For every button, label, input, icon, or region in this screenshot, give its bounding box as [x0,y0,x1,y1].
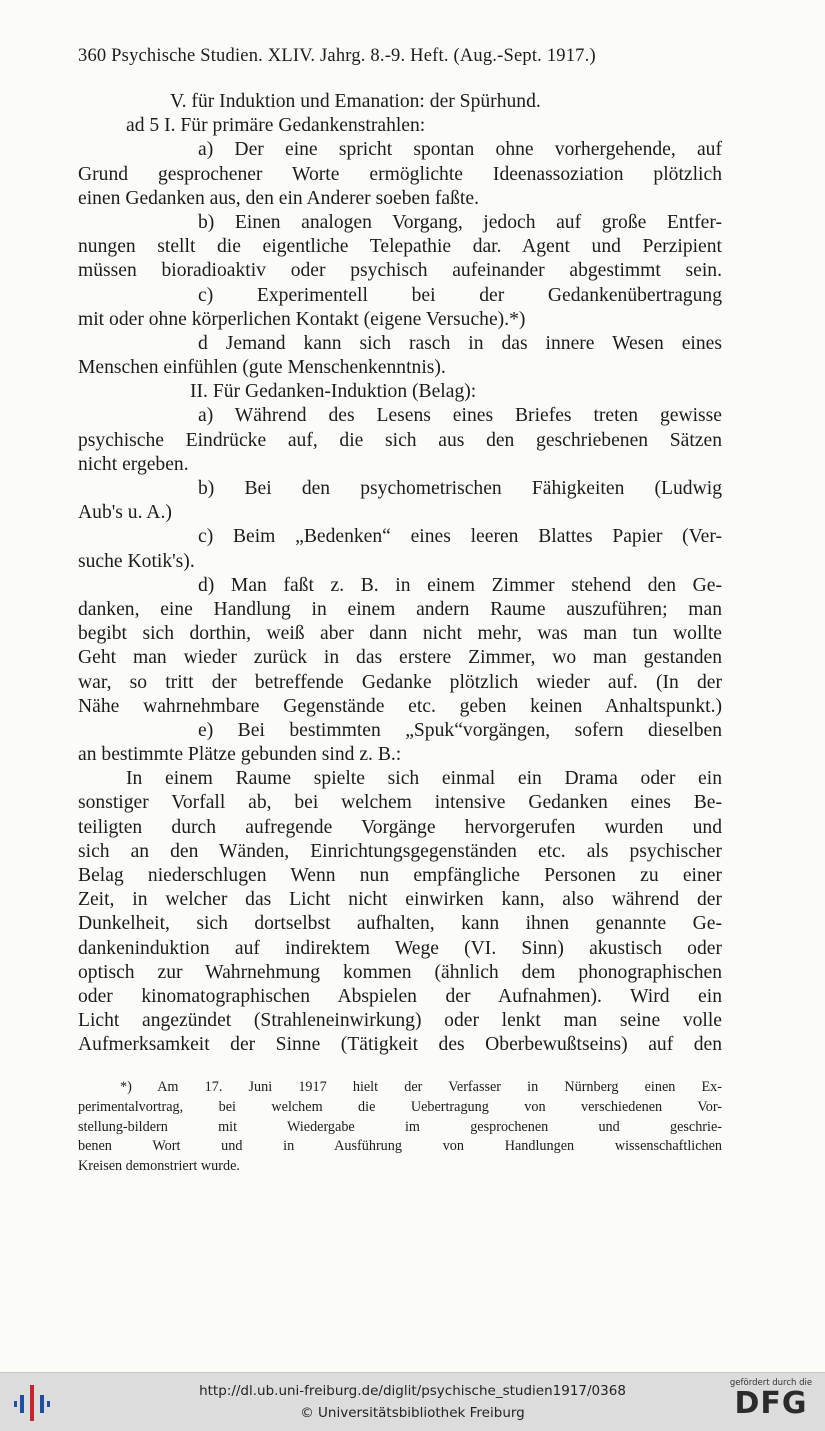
text-line: einen Gedanken aus, den ein Anderer soeben faßte. [78,187,479,209]
text-line: In einem Raume spielte sich einmal ein Drama oder ein [126,768,722,790]
text-line: e) Bei bestimmten „Spuk“vorgängen, sofern dieselben [198,719,722,741]
text-line: b) Einen analogen Vorgang, jedoch auf große Entfer- [198,211,722,233]
text-line: suche Kotik's). [78,550,195,572]
text-line: Aufmerksamkeit der Sinne (Tätigkeit des Oberbewußtseins) auf den [78,1034,722,1056]
text-line: war, so tritt der betreffende Gedanke plötzlich wieder auf. (In der [78,671,722,693]
footnote-line: perimentalvortrag, bei welchem die Uebertragung von verschiedenen Vor- [78,1098,722,1115]
text-line: d Jemand kann sich rasch in das innere Wesen eines [198,332,722,354]
footnote-line: benen Wort und in Ausführung von Handlungen wissenschaftlichen [78,1138,722,1155]
text-line: Belag niederschlugen Wenn nun empfängliche Personen zu einer [78,865,722,886]
text-line: begibt sich dorthin, weiß aber dann nicht mehr, was man tun wollte [78,623,722,645]
viewer-footer-bar [0,1372,825,1431]
text-line: an bestimmte Plätze gebunden sind z. B.: [78,744,402,766]
text-line: oder kinomatographischen Abspielen der Aufnahmen). Wird ein [78,985,722,1007]
text-line: a) Der eine spricht spontan ohne vorhergehende, auf [198,139,722,161]
text-line: Nähe wahrnehmbare Gegenstände etc. geben keinen Anhaltspunkt.) [78,695,722,717]
source-url[interactable]: http://dl.ub.uni-freiburg.de/diglit/psychische_studien1917/0368 [199,1383,626,1399]
text-line: teiligten durch aufregende Vorgänge hervorgerufen wurden und [78,816,722,838]
text-line: danken, eine Handlung in einem andern Raume auszuführen; man [78,598,722,620]
text-line: nicht ergeben. [78,453,189,475]
text-line: sonstiger Vorfall ab, bei welchem intensive Gedanken eines Be- [78,792,722,814]
running-header: 360 Psychische Studien. XLIV. Jahrg. 8.-9. Heft. (Aug.-Sept. 1917.) [78,46,596,66]
body-text [78,90,722,1058]
text-line: Grund gesprochener Worte ermöglichte Ideenassoziation plötzlich [78,163,722,185]
text-line: Aub's u. A.) [78,502,172,524]
text-line: II. Für Gedanken-Induktion (Belag): [190,381,477,403]
text-line: psychische Eindrücke auf, die sich aus den geschriebenen Sätzen [78,429,722,451]
text-line: Zeit, in welcher das Licht nicht einwirken kann, also während der [78,889,722,911]
text-line: mit oder ohne körperlichen Kontakt (eigene Versuche).*) [78,308,526,330]
text-line: a) Während des Lesens eines Briefes treten gewisse [198,405,722,427]
text-line: c) Beim „Bedenken“ eines leeren Blattes Papier (Ver- [198,526,722,548]
text-line: sich an den Wänden, Einrichtungsgegenständen etc. als psychischer [78,840,722,862]
text-line: b) Bei den psychometrischen Fähigkeiten (Ludwig [198,478,722,499]
text-line: dankeninduktion auf indirektem Wege (VI. Sinn) akustisch oder [78,937,722,959]
text-line: V. für Induktion und Emanation: der Spürhund. [170,91,541,112]
copyright-notice: © Universitätsbibliothek Freiburg [300,1405,525,1421]
text-line: Dunkelheit, sich dortselbst aufhalten, kann ihnen genannte Ge- [78,913,722,935]
dfg-mark: DFG [734,1386,808,1421]
footnote-line: *) Am 17. Juni 1917 hielt der Verfasser in Nürnberg einen Ex- [120,1079,722,1095]
dfg-note: gefördert durch die [729,1378,813,1388]
dfg-logo [727,1378,815,1420]
text-line: Licht angezündet (Strahleneinwirkung) oder lenkt man seine volle [78,1010,722,1032]
footnote-line: Kreisen demonstriert wurde. [78,1158,240,1175]
text-line: c) Experimentell bei der Gedankenübertragung [198,284,722,306]
text-line: Geht man wieder zurück in das erstere Zimmer, wo man gestanden [78,647,722,669]
footnote [78,1078,722,1177]
text-line: müssen bioradioaktiv oder psychisch aufeinander abgestimmt sein. [78,260,722,282]
text-line: Menschen einfühlen (gute Menschenkenntnis). [78,357,446,379]
text-line: optisch zur Wahrnehmung kommen (ähnlich dem phonographischen [78,961,722,983]
footnote-line: stellung-bildern mit Wiedergabe im gesprochenen und geschrie- [78,1118,722,1135]
text-line: d) Man faßt z. B. in einem Zimmer stehend den Ge- [198,574,722,596]
text-line: ad 5 I. Für primäre Gedankenstrahlen: [126,115,426,137]
text-line: nungen stellt die eigentliche Telepathie dar. Agent und Perzipient [78,236,722,258]
